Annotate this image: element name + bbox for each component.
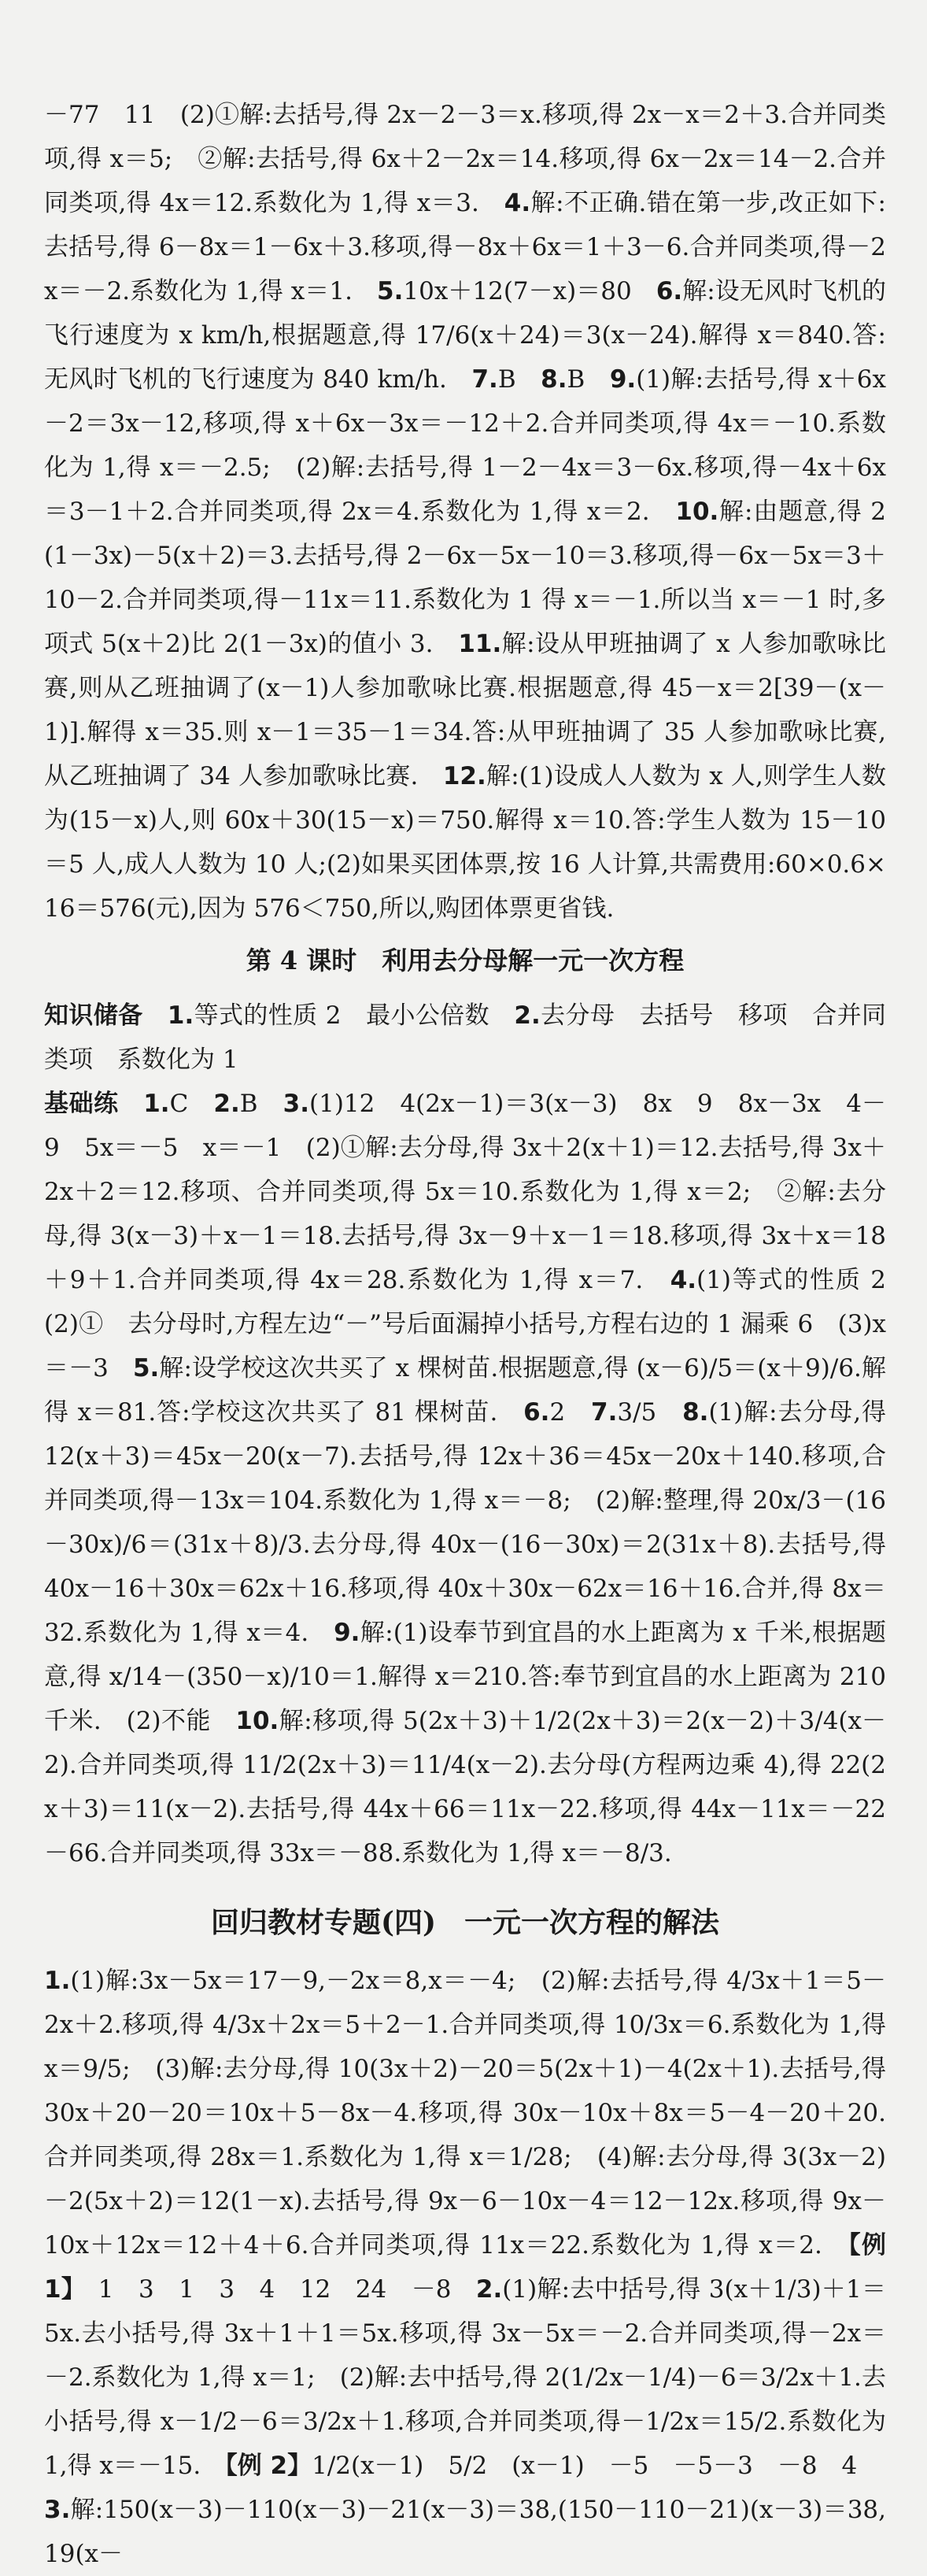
answer-paragraph (44, 2488, 886, 2576)
answer-text: 10x＋12(7－x)＝80 (403, 277, 656, 305)
item-number: 【例 1】 (44, 2231, 886, 2304)
item-number: 6. (656, 277, 683, 305)
item-number: 1. (167, 1001, 194, 1030)
item-number: 7. (591, 1398, 618, 1427)
answer-text: B (239, 1090, 283, 1118)
item-number: 2. (213, 1090, 240, 1118)
answer-text: 解:设从甲班抽调了 x 人参加歌咏比赛,则从乙班抽调了(x－1)人参加歌咏比赛.根据题意,得 45－x＝2[39－(x－1)].解得 x＝35.则 x－1＝35－1＝34.答:从甲班抽调了 35 人参加歌咏比赛,从乙班抽调了 34 人参加歌咏比赛. (44, 630, 886, 790)
item-number: 1. (143, 1090, 170, 1118)
item-number: 7. (471, 365, 498, 394)
answer-text: 解:(1)设奉节到宜昌的水上距离为 x 千米,根据题意,得 x/14－(350－x)/10＝1.解得 x＝210.答:奉节到宜昌的水上距离为 210 千米. (2)不能 (44, 1619, 886, 1735)
item-number: 8. (682, 1398, 709, 1427)
answer-text: 1 3 1 3 4 12 24 －8 (73, 2275, 476, 2304)
answer-text: (1)解:去中括号,得 3(x＋1/3)＋1＝5x.去小括号,得 3x＋1＋1＝5x.移项,得 3x－5x＝－2.合并同类项,得－2x＝－2.系数化为 1,得 x＝1; (2)解:去中括号,得 2(1/2x－1/4)－6＝3/2x＋1.去小括号,得 x－1/2－6＝3/2x＋1.移项,合并同类项,得－1/2x＝15/2.系数化为 1,得 x＝－15. (44, 2275, 886, 2480)
answer-text: 解:150(x－3)－110(x－3)－21(x－3)＝38,(150－110－21)(x－3)＝38,19(x－ (44, 2496, 886, 2568)
answer-text: 等式的性质 2 最小公倍数 (194, 1001, 515, 1030)
item-number: 5. (377, 277, 404, 305)
item-number: 6. (523, 1398, 550, 1427)
item-number: 2. (475, 2275, 503, 2304)
answer-text: 解:由题意,得 2(1－3x)－5(x＋2)＝3.去括号,得 2－6x－5x－10＝3.移项,得－6x－5x＝3＋10－2.合并同类项,得－11x＝11.系数化为 1 得 x＝－1.所以当 x＝－1 时,多项式 5(x＋2)比 2(1－3x)的值小 3. (44, 498, 887, 658)
answer-text: (1)解:去分母,得 12(x＋3)＝45x－20(x－7).去括号,得 12x＋36＝45x－20x＋140.移项,合并同类项,得－13x＝104.系数化为 1,得 x＝－8; (2)解:整理,得 20x/3－(16－30x)/6＝(31x＋8)/3.去分母,得 40x－(16－30x)＝2(31x＋8).去括号,得 40x－16＋30x＝62x＋16.移项,得 40x＋30x－62x＝16＋16.合并,得 8x＝32.系数化为 1,得 x＝4. (44, 1398, 886, 1647)
item-number: 1. (44, 1967, 71, 1995)
answer-text: (1)等式的性质 2 (2)① 去分母时,方程左边“－”号后面漏掉小括号,方程右边的 1 漏乘 6 (3)x＝－3 (44, 1266, 910, 1382)
answer-paragraph (44, 1959, 886, 2488)
item-number: 9. (334, 1619, 360, 1647)
answer-text: 解:设学校这次共买了 x 棵树苗.根据题意,得 (x－6)/5＝(x＋9)/6.解得 x＝81.答:学校这次共买了 81 棵树苗. (44, 1354, 886, 1427)
answer-text: (1)12 4(2x－1)＝3(x－3) 8x 9 8x－3x 4－9 5x＝－5 x＝－1 (2)①解:去分母,得 3x＋2(x＋1)＝12.去括号,得 3x＋2x＋2＝12.移项、合并同类项,得 5x＝10.系数化为 1,得 x＝2; ②解:去分母,得 3(x－3)＋x－1＝18.去括号,得 3x－9＋x－1＝18.移项,得 3x＋x＝18＋9＋1.合并同类项,得 4x＝28.系数化为 1,得 x＝7. (44, 1090, 886, 1294)
answer-text: 1/2(x－1) 5/2 (x－1) －5 －5－3 －8 4 (312, 2452, 858, 2480)
item-number: 3. (283, 1090, 309, 1118)
item-number: 10. (235, 1707, 279, 1735)
answer-text: 解:不正确.错在第一步,改正如下:去括号,得 6－8x＝1－6x＋3.移项,得－8x＋6x＝1＋3－6.合并同类项,得－2x＝－2.系数化为 1,得 x＝1. (44, 189, 886, 305)
item-number: 5. (132, 1354, 160, 1382)
item-number: 4. (670, 1266, 697, 1294)
answer-text: 解:设无风时飞机的飞行速度为 x km/h,根据题意,得 17/6(x＋24)＝3(x－24).解得 x＝840.答:无风时飞机的飞行速度为 840 km/h. (44, 277, 887, 394)
item-number: 基础练 (44, 1090, 144, 1118)
item-number: 9. (609, 365, 637, 394)
answer-text: B (497, 365, 541, 394)
answer-paragraph (44, 93, 886, 931)
answer-paragraph (44, 994, 886, 1082)
answer-text: 解:移项,得 5(2x＋3)＋1/2(2x＋3)＝2(x－2)＋3/4(x－2).合并同类项,得 11/2(2x＋3)＝11/4(x－2).去分母(方程两边乘 4),得 22(2x＋3)＝11(x－2).去括号,得 44x＋66＝11x－22.移项,得 44x－11x＝－22－66.合并同类项,得 33x＝－88.系数化为 1,得 x＝－8/3. (44, 1707, 886, 1867)
item-number: 3. (44, 2496, 71, 2524)
answer-text: B (567, 365, 610, 394)
item-number: 【例 2】 (225, 2452, 312, 2480)
item-number: 4. (504, 189, 531, 217)
item-number: 知识储备 (44, 1001, 168, 1030)
item-number: 12. (442, 762, 486, 790)
answer-text: (1)解:去括号,得 x＋6x－2＝3x－12,移项,得 x＋6x－3x＝－12＋2.合并同类项,得 4x＝－10.系数化为 1,得 x＝－2.5; (2)解:去括号,得 1－2－4x＝3－6x.移项,得－4x＋6x＝3－1＋2.合并同类项,得 2x＝4.系数化为 1,得 x＝2. (44, 365, 887, 526)
answer-paragraph (44, 1082, 910, 1875)
answer-text: C (169, 1090, 214, 1118)
answer-text: 3/5 (617, 1398, 683, 1427)
answer-text: 去分母 去括号 移项 合并同类项 系数化为 1 (44, 1001, 887, 1074)
answer-text: 2 (549, 1398, 592, 1427)
item-number: 11. (458, 630, 502, 658)
answer-text: 解:(1)设成人人数为 x 人,则学生人数为(15－x)人,则 60x＋30(15－x)＝750.解得 x＝10.答:学生人数为 15－10＝5 人,成人人数为 10 人;(2)如果买团体票,按 16 人计算,共需费用:60×0.6×16＝576(元),因为 576＜750,所以,购团体票更省钱. (44, 762, 886, 923)
section-heading: 回归教材专题(四) 一元一次方程的解法 (210, 1906, 720, 1939)
item-number: 2. (514, 1001, 541, 1030)
item-number: 8. (541, 365, 567, 394)
item-number: 10. (675, 498, 719, 526)
answer-text: －77 11 (2)①解:去括号,得 2x－2－3＝x.移项,得 2x－x＝2＋3.合并同类项,得 x＝5; ②解:去括号,得 6x＋2－2x＝14.移项,得 6x－2x＝14－2.合并同类项,得 4x＝12.系数化为 1,得 x＝3. (44, 101, 886, 217)
section-heading: 第 4 课时 利用去分母解一元一次方程 (246, 946, 685, 975)
answer-text: (1)解:3x－5x＝17－9,－2x＝8,x＝－4; (2)解:去括号,得 4/3x＋1＝5－2x＋2.移项,得 4/3x＋2x＝5＋2－1.合并同类项,得 10/3x＝6.系数化为 1,得 x＝9/5; (3)解:去分母,得 10(3x＋2)－20＝5(2x＋1)－4(2x＋1).去括号,得 30x＋20－20＝10x＋5－8x－4.移项,得 30x－10x＋8x＝5－4－20＋20.合并同类项,得 28x＝1.系数化为 1,得 x＝1/28; (4)解:去分母,得 3(3x－2)－2(5x＋2)＝12(1－x).去括号,得 9x－6－10x－4＝12－12x.移项,得 9x－10x＋12x＝12＋4＋6.合并同类项,得 11x＝22.系数化为 1,得 x＝2. (44, 1967, 886, 2260)
